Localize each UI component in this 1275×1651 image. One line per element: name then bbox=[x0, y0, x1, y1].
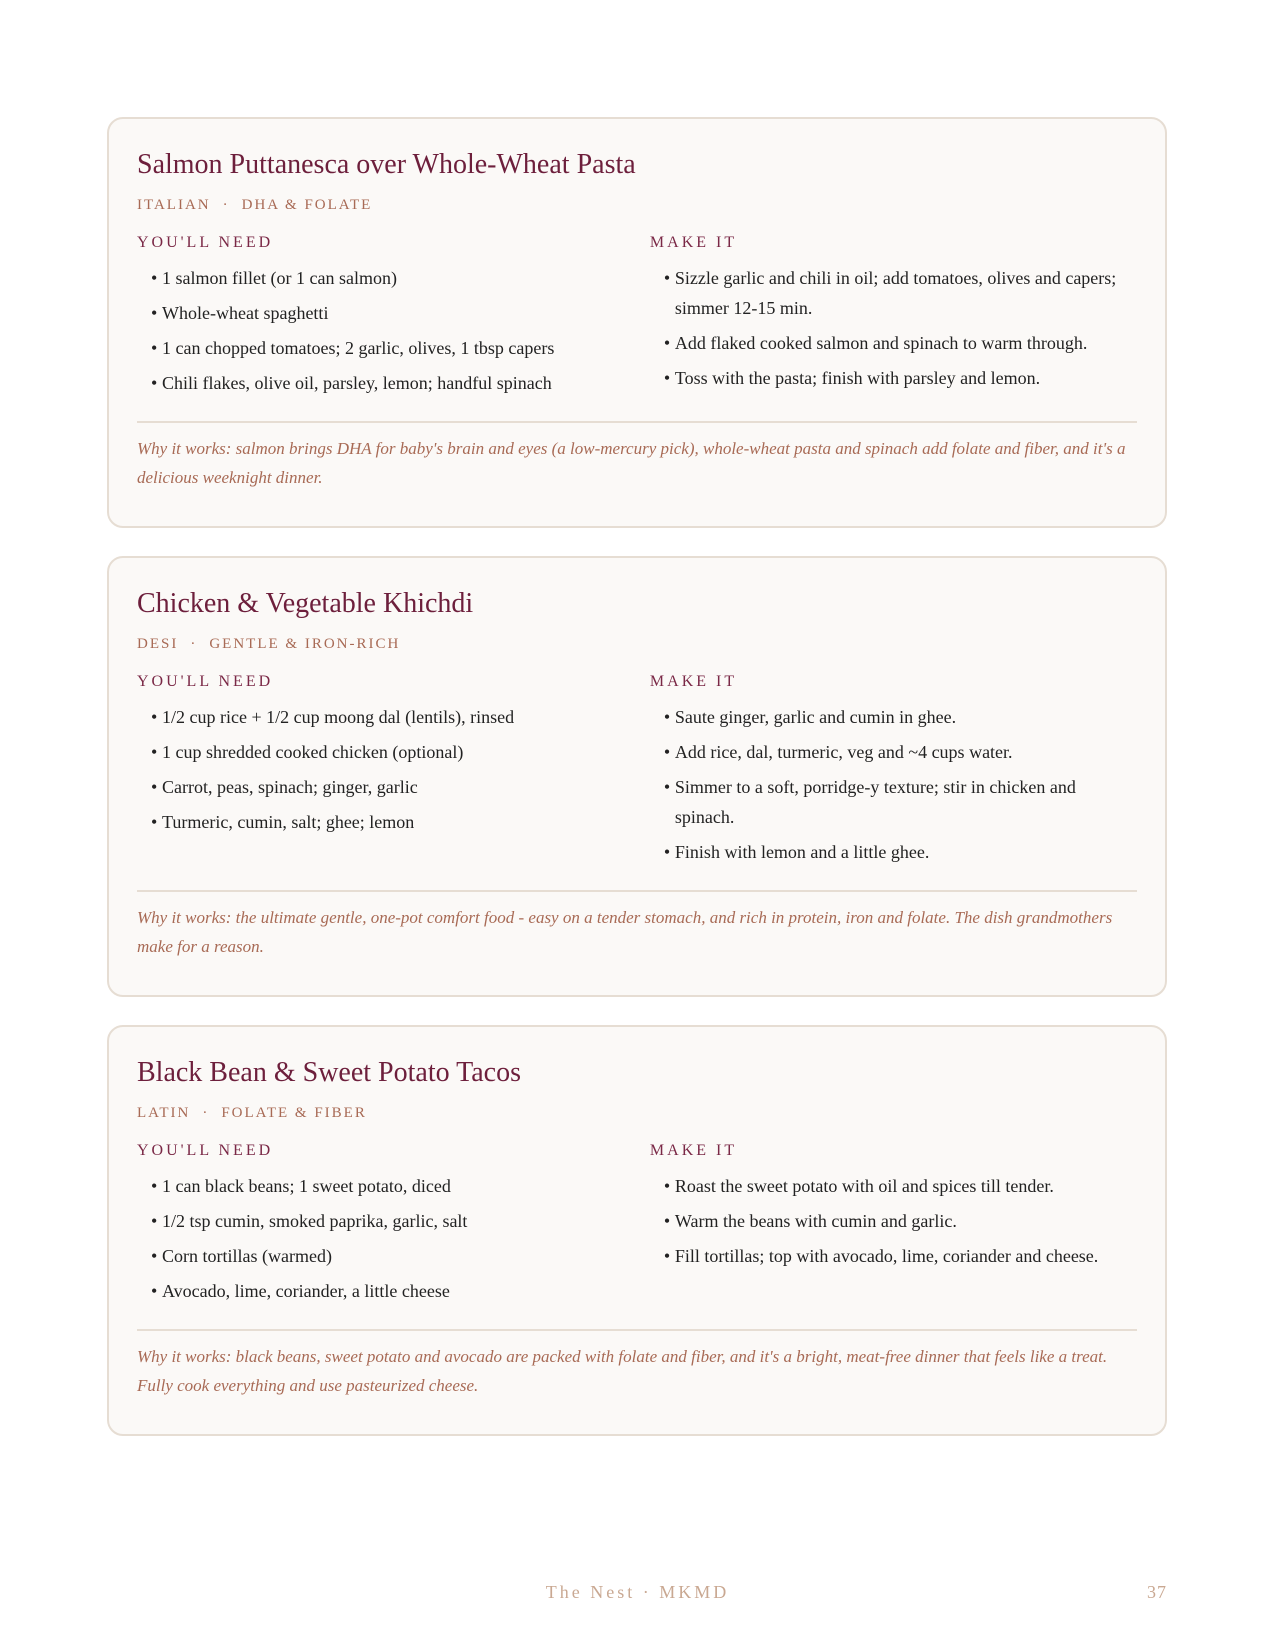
recipe-meta bbox=[137, 1103, 1137, 1123]
meta-separator: · bbox=[222, 197, 230, 213]
step-item: • Add rice, dal, turmeric, veg and ~4 cups water. bbox=[664, 737, 1137, 767]
why-it-works-note: Why it works: salmon brings DHA for baby's brain and eyes (a low-mercury pick), whole-wheat pasta and spinach add folate and fiber, and it's a delicious weeknight dinner. bbox=[137, 439, 1126, 487]
ingredient-item: • 1 salmon fillet (or 1 can salmon) bbox=[151, 263, 650, 293]
step-item: • Warm the beans with cumin and garlic. bbox=[664, 1206, 1137, 1236]
ingredient-item: • 1 can black beans; 1 sweet potato, diced bbox=[151, 1171, 650, 1201]
recipe-title: Black Bean & Sweet Potato Tacos bbox=[137, 1057, 522, 1088]
recipe-columns bbox=[137, 1141, 1137, 1311]
ingredients-heading: YOU'LL NEED bbox=[137, 673, 274, 690]
ingredient-item: • 1/2 tsp cumin, smoked paprika, garlic, salt bbox=[151, 1206, 650, 1236]
ingredients-list bbox=[137, 702, 650, 837]
meta-separator: · bbox=[202, 1105, 210, 1121]
recipe-meta bbox=[137, 634, 1137, 654]
steps-list bbox=[650, 263, 1137, 393]
recipe-cuisine: DESI bbox=[137, 636, 179, 652]
steps-heading: MAKE IT bbox=[649, 234, 738, 251]
page-footer: The Nest · MKMD bbox=[545, 1582, 730, 1602]
steps-section bbox=[650, 672, 1137, 872]
why-it-works-note: Why it works: the ultimate gentle, one-pot comfort food - easy on a tender stomach, and rich in protein, iron and folate. The dish grandmothers make for a reason. bbox=[137, 908, 1113, 956]
step-item: • Simmer to a soft, porridge-y texture; stir in chicken and spinach. bbox=[664, 772, 1137, 832]
ingredients-section bbox=[137, 1141, 650, 1311]
recipe-tag: DHA & FOLATE bbox=[241, 197, 373, 213]
recipe-title: Salmon Puttanesca over Whole-Wheat Pasta bbox=[137, 149, 636, 180]
ingredients-heading: YOU'LL NEED bbox=[137, 1142, 274, 1159]
why-it-works-note: Why it works: black beans, sweet potato and avocado are packed with folate and fiber, and it's a bright, meat-free dinner that feels like a treat. Fully cook everything and use pasteurized cheese. bbox=[137, 1347, 1108, 1395]
ingredients-section bbox=[137, 233, 650, 403]
ingredient-item: • 1/2 cup rice + 1/2 cup moong dal (lentils), rinsed bbox=[151, 702, 650, 732]
ingredient-item: • Turmeric, cumin, salt; ghee; lemon bbox=[151, 807, 650, 837]
meta-separator: · bbox=[190, 636, 198, 652]
steps-heading: MAKE IT bbox=[649, 673, 738, 690]
ingredient-item: • 1 can chopped tomatoes; 2 garlic, olives, 1 tbsp capers bbox=[151, 333, 650, 363]
page-number: 37 bbox=[1147, 1582, 1167, 1602]
recipe-columns bbox=[137, 233, 1137, 403]
recipe-meta bbox=[137, 195, 1137, 215]
recipe-card-chicken-khichdi bbox=[107, 556, 1167, 997]
step-item: • Fill tortillas; top with avocado, lime, coriander and cheese. bbox=[664, 1241, 1137, 1271]
steps-heading: MAKE IT bbox=[649, 1142, 738, 1159]
ingredients-heading: YOU'LL NEED bbox=[137, 234, 274, 251]
steps-section bbox=[650, 233, 1137, 403]
ingredients-section bbox=[137, 672, 650, 872]
ingredient-item: • 1 cup shredded cooked chicken (optional) bbox=[151, 737, 650, 767]
ingredient-item: • Corn tortillas (warmed) bbox=[151, 1241, 650, 1271]
ingredient-item: • Avocado, lime, coriander, a little cheese bbox=[151, 1276, 650, 1306]
recipe-columns bbox=[137, 672, 1137, 872]
steps-section bbox=[650, 1141, 1137, 1311]
step-item: • Saute ginger, garlic and cumin in ghee. bbox=[664, 702, 1137, 732]
ingredients-list bbox=[137, 263, 650, 398]
recipe-tag: FOLATE & FIBER bbox=[221, 1105, 367, 1121]
recipe-card-black-bean-tacos bbox=[107, 1025, 1167, 1436]
recipe-card-salmon-puttanesca bbox=[107, 117, 1167, 528]
recipe-cuisine: LATIN bbox=[137, 1105, 191, 1121]
ingredient-item: • Carrot, peas, spinach; ginger, garlic bbox=[151, 772, 650, 802]
recipe-title: Chicken & Vegetable Khichdi bbox=[137, 588, 474, 619]
ingredient-item: • Whole-wheat spaghetti bbox=[151, 298, 650, 328]
steps-list bbox=[650, 702, 1137, 867]
step-item: • Toss with the pasta; finish with parsley and lemon. bbox=[664, 363, 1137, 393]
step-item: • Roast the sweet potato with oil and spices till tender. bbox=[664, 1171, 1137, 1201]
step-item: • Sizzle garlic and chili in oil; add tomatoes, olives and capers; simmer 12-15 min. bbox=[664, 263, 1137, 323]
steps-list bbox=[650, 1171, 1137, 1271]
ingredient-item: • Chili flakes, olive oil, parsley, lemon; handful spinach bbox=[151, 368, 650, 398]
step-item: • Finish with lemon and a little ghee. bbox=[664, 837, 1137, 867]
recipe-tag: GENTLE & IRON-RICH bbox=[209, 636, 401, 652]
ingredients-list bbox=[137, 1171, 650, 1306]
recipe-cuisine: ITALIAN bbox=[137, 197, 211, 213]
step-item: • Add flaked cooked salmon and spinach to warm through. bbox=[664, 328, 1137, 358]
